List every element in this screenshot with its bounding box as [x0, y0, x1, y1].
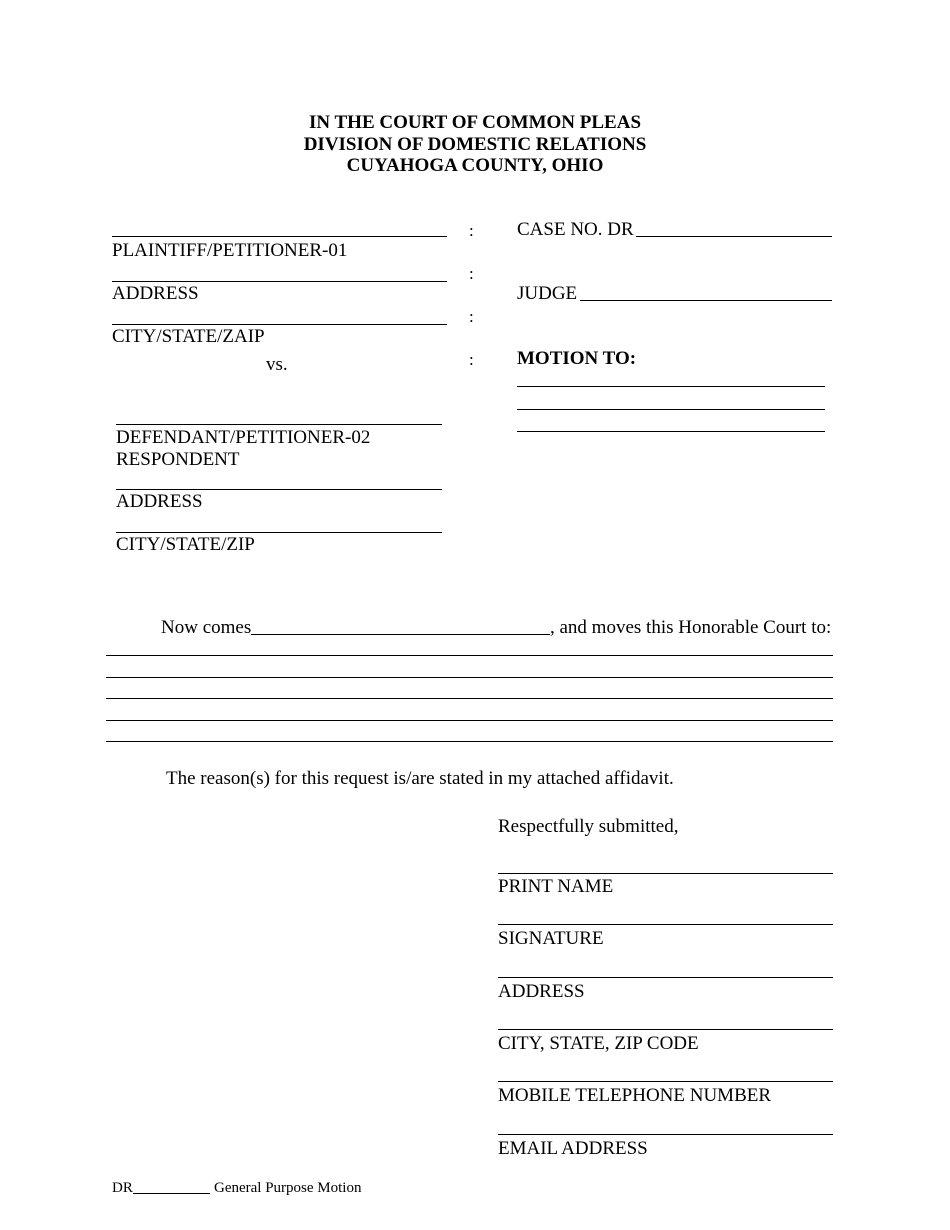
now-comes-text: Now comes [161, 617, 252, 638]
caption-colon: : [469, 350, 474, 369]
movant-name-line[interactable] [251, 634, 550, 635]
signature-line[interactable] [498, 924, 833, 925]
print-name-line[interactable] [498, 873, 833, 874]
mobile-phone-line[interactable] [498, 1081, 833, 1082]
moves-court-text: , and moves this Honorable Court to: [550, 617, 832, 638]
footer-dr-prefix: DR [112, 1180, 133, 1196]
defendant-name-line[interactable] [116, 424, 442, 425]
defendant-city-label: CITY/STATE/ZIP [116, 534, 255, 555]
case-number-line[interactable] [636, 236, 832, 237]
county-name: CUYAHOGA COUNTY, OHIO [346, 155, 604, 176]
versus-text: vs. [266, 354, 288, 375]
defendant-address-line[interactable] [116, 489, 442, 490]
motion-body-line[interactable] [106, 720, 833, 721]
motion-body-line[interactable] [106, 698, 833, 699]
division-name: DIVISION OF DOMESTIC RELATIONS [303, 134, 647, 155]
plaintiff-city-line[interactable] [112, 324, 447, 325]
motion-body-line[interactable] [106, 677, 833, 678]
plaintiff-label: PLAINTIFF/PETITIONER-01 [112, 240, 348, 261]
plaintiff-address-label: ADDRESS [112, 283, 199, 304]
plaintiff-address-line[interactable] [112, 281, 447, 282]
defendant-city-line[interactable] [116, 532, 442, 533]
motion-to-line[interactable] [517, 409, 825, 410]
footer-form-title: General Purpose Motion [214, 1180, 362, 1196]
email-line[interactable] [498, 1134, 833, 1135]
defendant-address-label: ADDRESS [116, 491, 203, 512]
signature-label: SIGNATURE [498, 928, 604, 949]
print-name-label: PRINT NAME [498, 876, 614, 897]
judge-line[interactable] [580, 300, 832, 301]
case-number-label: CASE NO. DR [517, 219, 634, 240]
address-label: ADDRESS [498, 981, 585, 1002]
footer-case-line[interactable] [133, 1193, 210, 1194]
address-line[interactable] [498, 977, 833, 978]
mobile-phone-label: MOBILE TELEPHONE NUMBER [498, 1085, 772, 1106]
plaintiff-city-label: CITY/STATE/ZAIP [112, 326, 265, 347]
city-state-zip-line[interactable] [498, 1029, 833, 1030]
caption-colon: : [469, 221, 474, 240]
respectfully-submitted: Respectfully submitted, [498, 816, 679, 837]
court-name: IN THE COURT OF COMMON PLEAS [308, 112, 642, 133]
caption-colon: : [469, 264, 474, 283]
reason-text: The reason(s) for this request is/are stated in my attached affidavit. [166, 768, 674, 789]
motion-body-line[interactable] [106, 741, 833, 742]
caption-colon: : [469, 307, 474, 326]
defendant-label: DEFENDANT/PETITIONER-02 [116, 427, 371, 448]
city-state-zip-label: CITY, STATE, ZIP CODE [498, 1033, 699, 1054]
motion-to-line[interactable] [517, 431, 825, 432]
email-label: EMAIL ADDRESS [498, 1138, 648, 1159]
judge-label: JUDGE [517, 283, 578, 304]
motion-to-label: MOTION TO: [517, 348, 637, 369]
motion-to-line[interactable] [517, 386, 825, 387]
plaintiff-name-line[interactable] [112, 236, 447, 237]
respondent-label: RESPONDENT [116, 449, 240, 470]
motion-body-line[interactable] [106, 655, 833, 656]
